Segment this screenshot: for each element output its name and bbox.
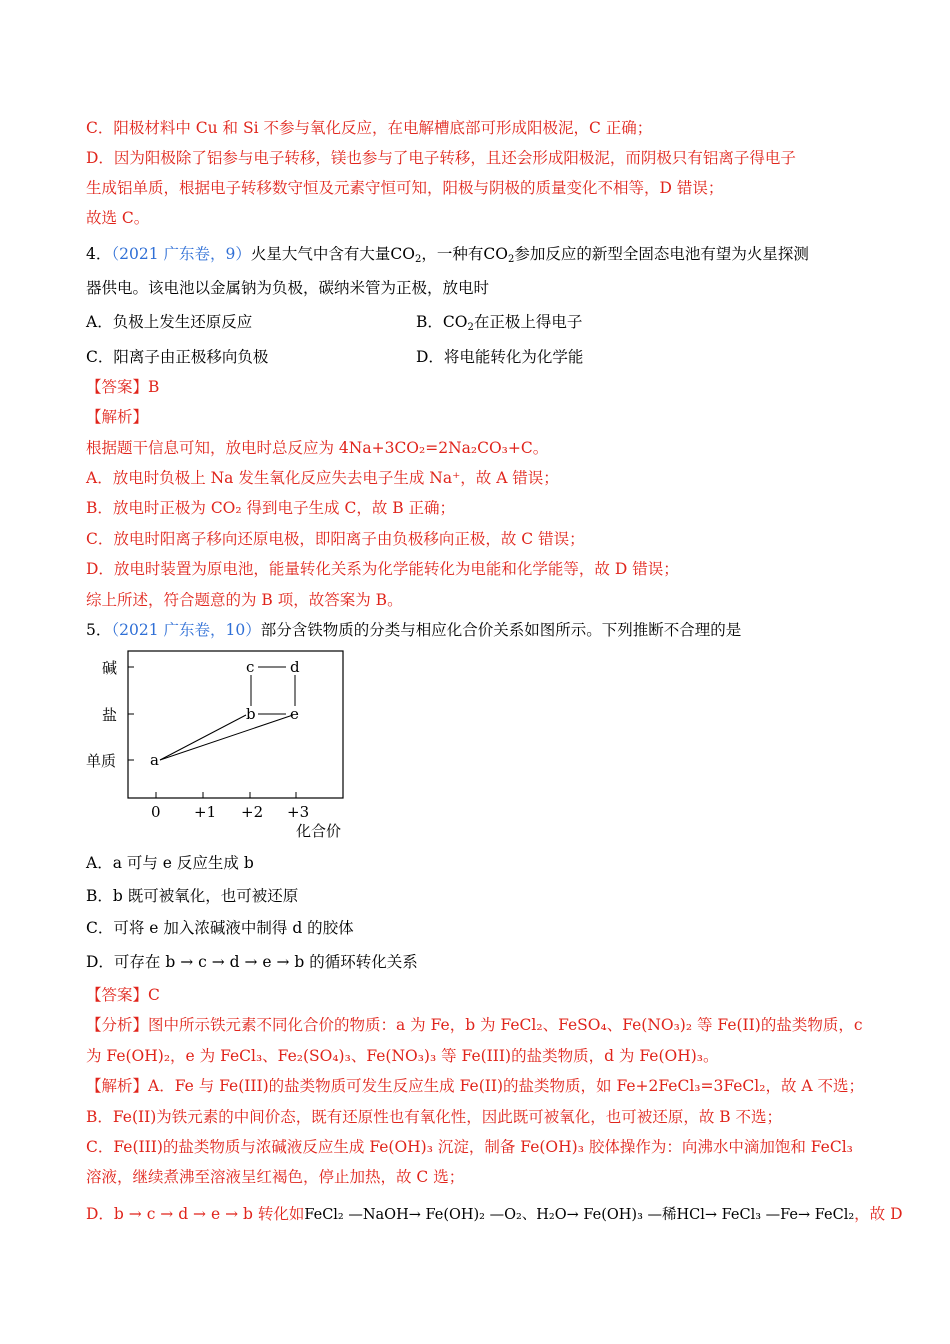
option-c: C．阳离子由正极移向负极: [86, 348, 269, 366]
text-line: 故选 C。: [86, 209, 150, 227]
text-line: C．放电时阳离子移向还原电极，即阳离子由负极移向正极，故 C 错误；: [86, 530, 585, 548]
answer-4: 【答案】B: [86, 378, 160, 396]
x-label-3: +3: [287, 803, 310, 821]
option-a: A．a 可与 e 反应生成 b: [86, 854, 254, 872]
solution-tag: 【解析】: [86, 1077, 149, 1095]
text-line: C．阳极材料中 Cu 和 Si 不参与氧化反应，在电解槽底部可形成阳极泥，C 正确；: [86, 119, 653, 137]
y-label-salt: 盐: [102, 706, 118, 724]
option-c: C．可将 e 加入浓碱液中制得 d 的胶体: [86, 919, 354, 937]
solution-line: [86, 1076, 864, 1096]
option-a: A．负极上发生还原反应: [86, 313, 253, 331]
x-label-1: +1: [194, 803, 217, 821]
y-label-element: 单质: [86, 752, 117, 770]
answer-5: 【答案】C: [86, 986, 160, 1004]
co2-formula: $CO_2$: [390, 245, 422, 265]
point-a: a: [150, 751, 159, 769]
text-line: A．放电时负极上 Na 发生氧化反应失去电子生成 Na⁺，故 A 错误；: [86, 469, 559, 487]
solution-line-d: [86, 1204, 903, 1225]
text-line: D．放电时装置为原电池，能量转化关系为化学能转化为电能和化学能等，故 D 错误；: [86, 560, 679, 578]
solution-text: ，故 D: [854, 1205, 903, 1223]
iron-valence-diagram: [86, 648, 386, 848]
diagram-frame: [128, 651, 343, 798]
co2-formula: $CO_2$: [483, 245, 515, 265]
option-d: D．可存在 b → c → d → e → b 的循环转化关系: [86, 953, 418, 971]
option-d: D．将电能转化为化学能: [416, 348, 584, 366]
stem-text: 参加反应的新型全固态电池有望为火星探测: [514, 245, 809, 263]
question-source: （2021 广东卷，9）: [111, 245, 251, 263]
stem-text: ，一种有: [421, 245, 484, 263]
option-b: B．b 既可被氧化，也可被还原: [86, 887, 299, 905]
analysis-line: [86, 1015, 863, 1035]
text-line: 为 Fe(OH)₂，e 为 FeCl₃、Fe₂(SO₄)₃、Fe(NO₃)₃ 等 Fe(III)的盐类物质，d 为 Fe(OH)₃。: [86, 1047, 719, 1065]
x-axis-title: 化合价: [296, 822, 342, 840]
point-b: b: [246, 705, 256, 723]
question-number: 5．: [86, 621, 112, 639]
x-label-0: 0: [151, 803, 161, 821]
x-label-2: +2: [241, 803, 264, 821]
text-line: C．Fe(III)的盐类物质与浓碱液反应生成 Fe(OH)₃ 沉淀，制备 Fe(OH)₃ 胶体操作为：向沸水中滴加饱和 FeCl₃: [86, 1138, 853, 1156]
text-line: 综上所述，符合题意的为 B 项，故答案为 B。: [86, 591, 403, 609]
text-line: B．Fe(II)为铁元素的中间价态，既有还原性也有氧化性，因此既可被氧化，也可被还原，故 B 不选；: [86, 1108, 783, 1126]
edge-a-b: [160, 715, 246, 760]
stem-text: 火星大气中含有大量: [250, 245, 391, 263]
analysis-heading: 【解析】: [86, 408, 149, 426]
point-c: c: [246, 658, 255, 676]
text-line: B．放电时正极为 CO₂ 得到电子生成 C，故 B 正确；: [86, 499, 456, 517]
question-5-stem: [86, 620, 741, 640]
text-line: 生成铝单质，根据电子转移数守恒及元素守恒可知，阳极与阴极的质量变化不相等，D 错误；: [86, 179, 724, 197]
analysis-tag: 【分析】: [86, 1016, 149, 1034]
option-b: B．$CO_2$在正极上得电子: [416, 313, 583, 333]
text-line: 根据题干信息可知，放电时总反应为 4Na+3CO₂=2Na₂CO₃+C。: [86, 439, 549, 457]
solution-text: D．b → c → d → e → b 转化如: [86, 1205, 305, 1223]
conversion-equation: FeCl₂ —NaOH→ Fe(OH)₂ —O₂、H₂O→ Fe(OH)₃ —稀HCl→ FeCl₃ —Fe→ FeCl₂: [304, 1207, 855, 1223]
text-line: 溶液，继续煮沸至溶液呈红褐色，停止加热，故 C 选；: [86, 1168, 465, 1186]
point-d: d: [290, 658, 300, 676]
question-number: 4．: [86, 245, 112, 263]
point-e: e: [290, 705, 299, 723]
solution-text: A．Fe 与 Fe(III)的盐类物质可发生反应生成 Fe(II)的盐类物质，如 Fe+2FeCl₃=3FeCl₂，故 A 不选；: [148, 1077, 865, 1095]
text-line: D．因为阳极除了铝参与电子转移，镁也参与了电子转移，且还会形成阳极泥，而阴极只有铝离子得电子: [86, 149, 796, 167]
stem-text: 部分含铁物质的分类与相应化合价关系如图所示。下列推断不合理的是: [260, 621, 742, 639]
question-source: （2021 广东卷，10）: [111, 621, 261, 639]
question-4-stem: [86, 244, 809, 270]
analysis-text: 图中所示铁元素不同化合价的物质：a 为 Fe，b 为 FeCl₂、FeSO₄、Fe(NO₃)₂ 等 Fe(II)的盐类物质，c: [148, 1016, 863, 1034]
edge-a-e: [160, 715, 293, 760]
question-4-stem-line2: 器供电。该电池以金属钠为负极，碳纳米管为正极，放电时: [86, 279, 490, 297]
y-label-base: 碱: [102, 659, 118, 677]
